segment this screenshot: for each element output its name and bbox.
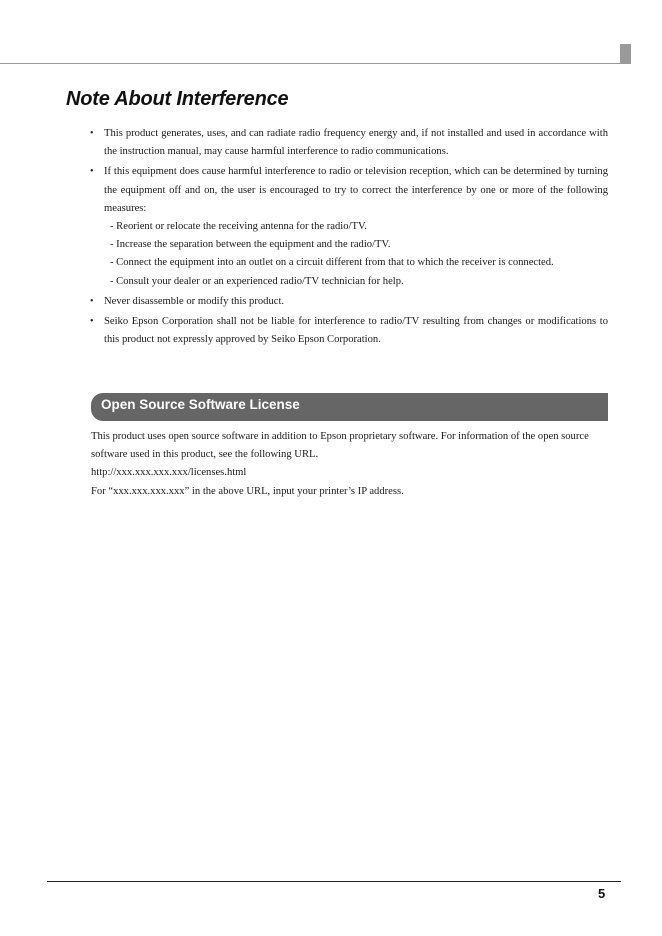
- measures-list: [104, 218, 608, 291]
- measure-item: - Increase the separation between the equipment and the radio/TV.: [110, 239, 391, 251]
- list-item: [89, 313, 608, 349]
- list-item: [89, 163, 608, 290]
- interference-list: [89, 125, 608, 351]
- oss-body: [91, 428, 608, 501]
- footer-rule: [47, 881, 621, 882]
- list-item-text: Never disassemble or modify this product.: [104, 295, 285, 307]
- oss-paragraph: This product uses open source software in addition to Epson proprietary software. For information of the open source software used in this product, see the following URL.: [91, 431, 589, 461]
- bullet-icon: •: [90, 316, 94, 328]
- license-url: http://xxx.xxx.xxx.xxx/licenses.html: [91, 467, 247, 479]
- list-item: [89, 293, 608, 311]
- header-tab-marker: [620, 44, 631, 64]
- oss-paragraph: For “xxx.xxx.xxx.xxx” in the above URL, input your printer’s IP address.: [91, 485, 404, 497]
- measure-item: - Connect the equipment into an outlet on a circuit different from that to which the receiver is connected.: [110, 257, 554, 269]
- list-item-text: Seiko Epson Corporation shall not be liable for interference to radio/TV resulting from changes or modifications to this product not expressly approved by Seiko Epson Corporation.: [104, 316, 608, 346]
- header-rule: [0, 63, 631, 64]
- bullet-icon: •: [90, 128, 94, 139]
- measure-item: - Consult your dealer or an experienced radio/TV technician for help.: [110, 275, 404, 287]
- bullet-icon: •: [90, 166, 94, 178]
- list-item-text: This product generates, uses, and can radiate radio frequency energy and, if not installed and used in accordance with the instruction manual, may cause harmful interference to radio communications.: [104, 128, 608, 158]
- page-number: 5: [598, 886, 606, 901]
- measure-item: - Reorient or relocate the receiving antenna for the radio/TV.: [110, 221, 367, 233]
- list-item-text: If this equipment does cause harmful interference to radio or television reception, which can be determined by turning the equipment off and on, the user is encouraged to try to correct the interference by one or more of the following measures:: [104, 166, 608, 214]
- page-title: Note About Interference: [66, 88, 289, 110]
- section-header-bar: [91, 393, 608, 421]
- bullet-icon: •: [90, 295, 94, 307]
- section-title: Open Source Software License: [101, 397, 300, 412]
- list-item: [89, 125, 608, 161]
